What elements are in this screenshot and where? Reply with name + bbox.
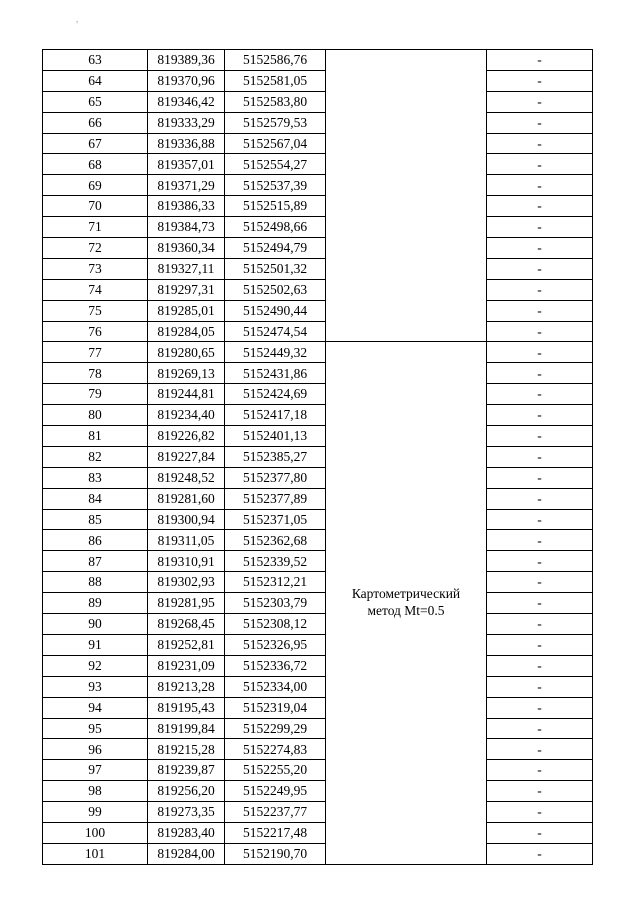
x-coordinate-cell: 819234,40: [148, 405, 225, 426]
accuracy-value-cell: -: [487, 91, 593, 112]
x-coordinate-cell: 819310,91: [148, 551, 225, 572]
x-coordinate-cell: 819199,84: [148, 718, 225, 739]
accuracy-value-cell: -: [487, 238, 593, 259]
y-coordinate-cell: 5152362,68: [225, 530, 326, 551]
accuracy-value-cell: -: [487, 175, 593, 196]
table-row: [43, 426, 593, 447]
y-coordinate-cell: 5152385,27: [225, 446, 326, 467]
accuracy-value-cell: -: [487, 781, 593, 802]
y-coordinate-cell: 5152274,83: [225, 739, 326, 760]
table-row: [43, 405, 593, 426]
accuracy-value-cell: -: [487, 300, 593, 321]
table-row: [43, 217, 593, 238]
y-coordinate-cell: 5152371,05: [225, 509, 326, 530]
point-number-cell: 72: [43, 238, 148, 259]
x-coordinate-cell: 819281,60: [148, 488, 225, 509]
accuracy-value-cell: -: [487, 634, 593, 655]
point-number-cell: 90: [43, 614, 148, 635]
y-coordinate-cell: 5152424,69: [225, 384, 326, 405]
point-number-cell: 69: [43, 175, 148, 196]
accuracy-value-cell: -: [487, 384, 593, 405]
table-row: [43, 718, 593, 739]
accuracy-value-cell: -: [487, 446, 593, 467]
y-coordinate-cell: 5152336,72: [225, 655, 326, 676]
accuracy-value-cell: -: [487, 488, 593, 509]
y-coordinate-cell: 5152308,12: [225, 614, 326, 635]
table-row: [43, 467, 593, 488]
y-coordinate-cell: 5152319,04: [225, 697, 326, 718]
x-coordinate-cell: 819360,34: [148, 238, 225, 259]
table-row: [43, 676, 593, 697]
table-row: [43, 384, 593, 405]
y-coordinate-cell: 5152312,21: [225, 572, 326, 593]
y-coordinate-cell: 5152237,77: [225, 802, 326, 823]
y-coordinate-cell: 5152190,70: [225, 843, 326, 864]
accuracy-value-cell: -: [487, 112, 593, 133]
table-row: [43, 739, 593, 760]
accuracy-value-cell: -: [487, 802, 593, 823]
y-coordinate-cell: 5152494,79: [225, 238, 326, 259]
table-row: [43, 760, 593, 781]
point-number-cell: 70: [43, 196, 148, 217]
point-number-cell: 98: [43, 781, 148, 802]
accuracy-value-cell: -: [487, 655, 593, 676]
y-coordinate-cell: 5152449,32: [225, 342, 326, 363]
x-coordinate-cell: 819244,81: [148, 384, 225, 405]
accuracy-value-cell: -: [487, 760, 593, 781]
y-coordinate-cell: 5152339,52: [225, 551, 326, 572]
table-row: [43, 655, 593, 676]
accuracy-value-cell: -: [487, 718, 593, 739]
y-coordinate-cell: 5152586,76: [225, 50, 326, 71]
x-coordinate-cell: 819248,52: [148, 467, 225, 488]
point-number-cell: 97: [43, 760, 148, 781]
y-coordinate-cell: 5152501,32: [225, 258, 326, 279]
point-number-cell: 73: [43, 258, 148, 279]
point-number-cell: 78: [43, 363, 148, 384]
x-coordinate-cell: 819213,28: [148, 676, 225, 697]
point-number-cell: 92: [43, 655, 148, 676]
x-coordinate-cell: 819268,45: [148, 614, 225, 635]
table-row: [43, 363, 593, 384]
x-coordinate-cell: 819284,05: [148, 321, 225, 342]
table-row: [43, 509, 593, 530]
point-number-cell: 71: [43, 217, 148, 238]
accuracy-value-cell: -: [487, 614, 593, 635]
table-row: [43, 843, 593, 864]
table-row: [43, 781, 593, 802]
y-coordinate-cell: 5152377,80: [225, 467, 326, 488]
table-row: [43, 614, 593, 635]
table-row: [43, 697, 593, 718]
x-coordinate-cell: 819269,13: [148, 363, 225, 384]
point-number-cell: 82: [43, 446, 148, 467]
accuracy-value-cell: -: [487, 822, 593, 843]
accuracy-value-cell: -: [487, 321, 593, 342]
x-coordinate-cell: 819215,28: [148, 739, 225, 760]
table-row: [43, 822, 593, 843]
y-coordinate-cell: 5152498,66: [225, 217, 326, 238]
y-coordinate-cell: 5152490,44: [225, 300, 326, 321]
point-number-cell: 99: [43, 802, 148, 823]
scan-artifact-mark: ,: [76, 14, 79, 24]
y-coordinate-cell: 5152299,29: [225, 718, 326, 739]
y-coordinate-cell: 5152502,63: [225, 279, 326, 300]
x-coordinate-cell: 819239,87: [148, 760, 225, 781]
y-coordinate-cell: 5152581,05: [225, 70, 326, 91]
table-row: [43, 802, 593, 823]
y-coordinate-cell: 5152417,18: [225, 405, 326, 426]
y-coordinate-cell: 5152474,54: [225, 321, 326, 342]
table-row: [43, 279, 593, 300]
accuracy-value-cell: -: [487, 551, 593, 572]
point-number-cell: 83: [43, 467, 148, 488]
x-coordinate-cell: 819386,33: [148, 196, 225, 217]
table-row: [43, 446, 593, 467]
accuracy-value-cell: -: [487, 279, 593, 300]
x-coordinate-cell: 819256,20: [148, 781, 225, 802]
point-number-cell: 74: [43, 279, 148, 300]
x-coordinate-cell: 819389,36: [148, 50, 225, 71]
accuracy-value-cell: -: [487, 133, 593, 154]
x-coordinate-cell: 819231,09: [148, 655, 225, 676]
table-row: [43, 530, 593, 551]
method-text-line-2: метод Mt=0.5: [367, 603, 445, 619]
point-number-cell: 80: [43, 405, 148, 426]
accuracy-value-cell: -: [487, 405, 593, 426]
accuracy-value-cell: -: [487, 676, 593, 697]
y-coordinate-cell: 5152303,79: [225, 593, 326, 614]
table-row: [43, 342, 593, 363]
y-coordinate-cell: 5152579,53: [225, 112, 326, 133]
table-row: [43, 133, 593, 154]
accuracy-value-cell: -: [487, 467, 593, 488]
table-row: [43, 154, 593, 175]
x-coordinate-cell: 819311,05: [148, 530, 225, 551]
y-coordinate-cell: 5152567,04: [225, 133, 326, 154]
table-row: [43, 70, 593, 91]
y-coordinate-cell: 5152255,20: [225, 760, 326, 781]
method-cell: [326, 342, 487, 864]
accuracy-value-cell: -: [487, 342, 593, 363]
point-number-cell: 85: [43, 509, 148, 530]
method-cell-empty: [326, 50, 487, 342]
accuracy-value-cell: -: [487, 426, 593, 447]
x-coordinate-cell: 819384,73: [148, 217, 225, 238]
accuracy-value-cell: -: [487, 593, 593, 614]
y-coordinate-cell: 5152377,89: [225, 488, 326, 509]
point-number-cell: 94: [43, 697, 148, 718]
y-coordinate-cell: 5152334,00: [225, 676, 326, 697]
x-coordinate-cell: 819281,95: [148, 593, 225, 614]
x-coordinate-cell: 819371,29: [148, 175, 225, 196]
table-row: [43, 593, 593, 614]
accuracy-value-cell: -: [487, 509, 593, 530]
point-number-cell: 84: [43, 488, 148, 509]
point-number-cell: 88: [43, 572, 148, 593]
table-row: [43, 321, 593, 342]
x-coordinate-cell: 819226,82: [148, 426, 225, 447]
x-coordinate-cell: 819302,93: [148, 572, 225, 593]
point-number-cell: 100: [43, 822, 148, 843]
point-number-cell: 77: [43, 342, 148, 363]
point-number-cell: 65: [43, 91, 148, 112]
table-row: [43, 50, 593, 71]
point-number-cell: 79: [43, 384, 148, 405]
x-coordinate-cell: 819333,29: [148, 112, 225, 133]
point-number-cell: 87: [43, 551, 148, 572]
y-coordinate-cell: 5152249,95: [225, 781, 326, 802]
point-number-cell: 76: [43, 321, 148, 342]
x-coordinate-cell: 819336,88: [148, 133, 225, 154]
point-number-cell: 95: [43, 718, 148, 739]
y-coordinate-cell: 5152326,95: [225, 634, 326, 655]
accuracy-value-cell: -: [487, 258, 593, 279]
accuracy-value-cell: -: [487, 530, 593, 551]
y-coordinate-cell: 5152537,39: [225, 175, 326, 196]
point-number-cell: 66: [43, 112, 148, 133]
table-row: [43, 175, 593, 196]
point-number-cell: 63: [43, 50, 148, 71]
table-row: [43, 258, 593, 279]
accuracy-value-cell: -: [487, 363, 593, 384]
y-coordinate-cell: 5152431,86: [225, 363, 326, 384]
point-number-cell: 75: [43, 300, 148, 321]
x-coordinate-cell: 819346,42: [148, 91, 225, 112]
point-number-cell: 96: [43, 739, 148, 760]
y-coordinate-cell: 5152515,89: [225, 196, 326, 217]
x-coordinate-cell: 819327,11: [148, 258, 225, 279]
x-coordinate-cell: 819227,84: [148, 446, 225, 467]
x-coordinate-cell: 819300,94: [148, 509, 225, 530]
table-row: [43, 112, 593, 133]
table-row: [43, 634, 593, 655]
method-text-line-1: Картометрический: [351, 586, 461, 602]
point-number-cell: 64: [43, 70, 148, 91]
point-number-cell: 68: [43, 154, 148, 175]
point-number-cell: 67: [43, 133, 148, 154]
table-row: [43, 238, 593, 259]
point-number-cell: 93: [43, 676, 148, 697]
point-number-cell: 91: [43, 634, 148, 655]
x-coordinate-cell: 819252,81: [148, 634, 225, 655]
accuracy-value-cell: -: [487, 739, 593, 760]
table-row: [43, 196, 593, 217]
x-coordinate-cell: 819284,00: [148, 843, 225, 864]
x-coordinate-cell: 819370,96: [148, 70, 225, 91]
point-number-cell: 86: [43, 530, 148, 551]
x-coordinate-cell: 819357,01: [148, 154, 225, 175]
point-number-cell: 81: [43, 426, 148, 447]
y-coordinate-cell: 5152401,13: [225, 426, 326, 447]
table-row: [43, 572, 593, 593]
x-coordinate-cell: 819280,65: [148, 342, 225, 363]
accuracy-value-cell: -: [487, 217, 593, 238]
x-coordinate-cell: 819283,40: [148, 822, 225, 843]
point-number-cell: 89: [43, 593, 148, 614]
x-coordinate-cell: 819285,01: [148, 300, 225, 321]
accuracy-value-cell: -: [487, 843, 593, 864]
table-row: [43, 300, 593, 321]
y-coordinate-cell: 5152217,48: [225, 822, 326, 843]
table-row: [43, 551, 593, 572]
coordinates-table: [42, 49, 593, 865]
accuracy-value-cell: -: [487, 154, 593, 175]
point-number-cell: 101: [43, 843, 148, 864]
accuracy-value-cell: -: [487, 697, 593, 718]
accuracy-value-cell: -: [487, 50, 593, 71]
accuracy-value-cell: -: [487, 70, 593, 91]
x-coordinate-cell: 819273,35: [148, 802, 225, 823]
x-coordinate-cell: 819297,31: [148, 279, 225, 300]
coordinates-table-body: [43, 50, 593, 865]
y-coordinate-cell: 5152554,27: [225, 154, 326, 175]
accuracy-value-cell: -: [487, 196, 593, 217]
table-row: [43, 91, 593, 112]
y-coordinate-cell: 5152583,80: [225, 91, 326, 112]
x-coordinate-cell: 819195,43: [148, 697, 225, 718]
accuracy-value-cell: -: [487, 572, 593, 593]
table-row: [43, 488, 593, 509]
